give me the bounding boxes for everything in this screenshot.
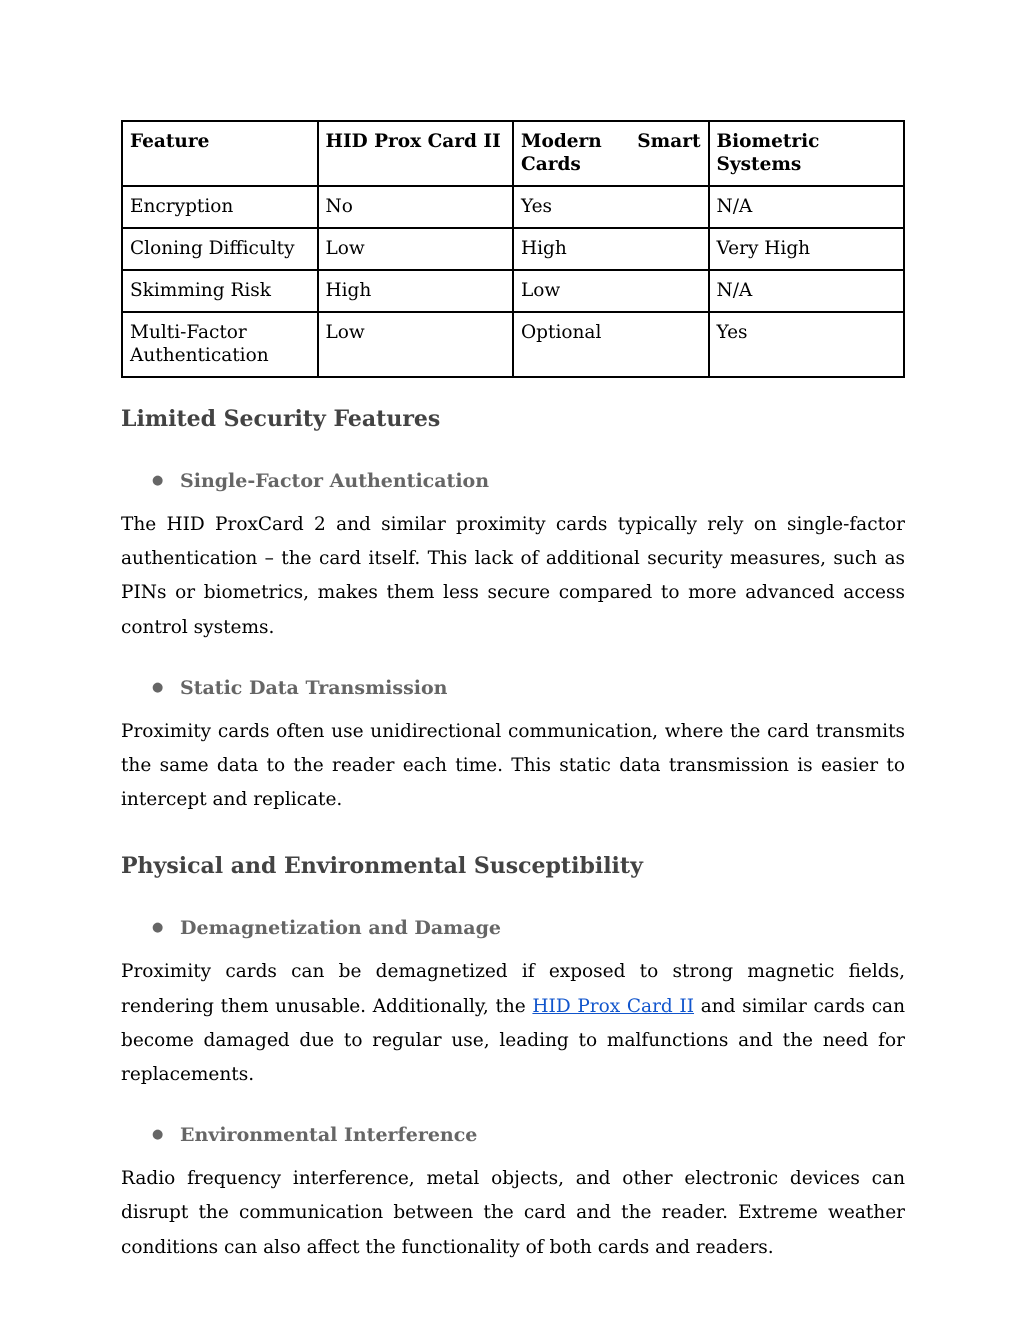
table-header-cell	[513, 121, 709, 186]
bullet-icon: ●	[152, 473, 164, 488]
header-word: Modern	[521, 131, 602, 152]
table-header-cell	[709, 121, 905, 186]
bullet-heading-text: Environmental Interference	[180, 1124, 478, 1147]
paragraph-text: and similar cards can become damaged due to regular use, leading to malfunctions and the need for replacements.	[121, 995, 905, 1086]
header-line: Cards	[521, 154, 581, 175]
paragraph: Proximity cards often use unidirectional communication, where the card transmits the same data to the reader each time. This static data transmission is easier to intercept and replicate.	[121, 720, 905, 811]
document-page	[121, 120, 905, 1265]
cell-line: Authentication	[130, 345, 269, 366]
table-header-row	[122, 121, 904, 186]
header-line: Systems	[716, 154, 802, 175]
table-cell: Low	[513, 270, 709, 312]
bullet-icon: ●	[152, 1127, 164, 1143]
table-row	[122, 312, 904, 377]
header-word: Smart	[637, 131, 701, 152]
paragraph: Radio frequency interference, metal objects, and other electronic devices can disrupt the communication between the card and the reader. Extreme weather conditions can also affect the functionality of both cards and readers.	[121, 1168, 905, 1258]
header-line	[521, 130, 701, 153]
hid-prox-card-link[interactable]: HID Prox Card II	[532, 995, 695, 1017]
bullet-heading-text: Static Data Transmission	[180, 676, 448, 699]
table-cell: Very High	[709, 228, 905, 270]
table-cell: Encryption	[122, 186, 318, 228]
paragraph-text: Proximity cards can be demagnetized if exposed to strong magnetic fields, rendering them unusable. Additionally, the	[121, 961, 905, 1017]
table-cell: No	[318, 186, 514, 228]
table-row	[122, 270, 904, 312]
table-cell: N/A	[709, 186, 905, 228]
table-cell	[122, 312, 318, 377]
bullet-heading	[121, 1122, 905, 1148]
table-cell: Yes	[709, 312, 905, 377]
bullet-icon: ●	[152, 679, 164, 695]
table-cell: Low	[318, 312, 514, 377]
bullet-heading-text: Demagnetization and Damage	[180, 917, 501, 940]
table-row	[122, 186, 904, 228]
table-cell: Skimming Risk	[122, 270, 318, 312]
section-heading: Physical and Environmental Susceptibility	[121, 853, 643, 880]
table-cell: Optional	[513, 312, 709, 377]
bullet-heading-text: Single-Factor Authentication	[180, 470, 490, 492]
table-cell: Cloning Difficulty	[122, 228, 318, 270]
table-cell: High	[513, 228, 709, 270]
table-header-cell: Feature	[122, 121, 318, 186]
table-row	[122, 228, 904, 270]
paragraph	[121, 955, 905, 1092]
comparison-table	[121, 120, 905, 378]
table-cell: Low	[318, 228, 514, 270]
bullet-heading	[121, 915, 905, 941]
bullet-heading	[121, 675, 905, 701]
paragraph: The HID ProxCard 2 and similar proximity cards typically rely on single-factor authentication – the card itself. This lack of additional security measures, such as PINs or biometrics, makes them less secure compared to more advanced access control systems.	[121, 514, 905, 638]
table-cell: Yes	[513, 186, 709, 228]
table-cell: N/A	[709, 270, 905, 312]
bullet-icon: ●	[152, 920, 164, 936]
cell-line: Multi-Factor	[130, 322, 247, 343]
section-heading: Limited Security Features	[121, 406, 441, 432]
bullet-heading	[121, 468, 905, 494]
table-cell: High	[318, 270, 514, 312]
table-header-cell: HID Prox Card II	[318, 121, 514, 186]
header-line: Biometric	[716, 131, 820, 152]
